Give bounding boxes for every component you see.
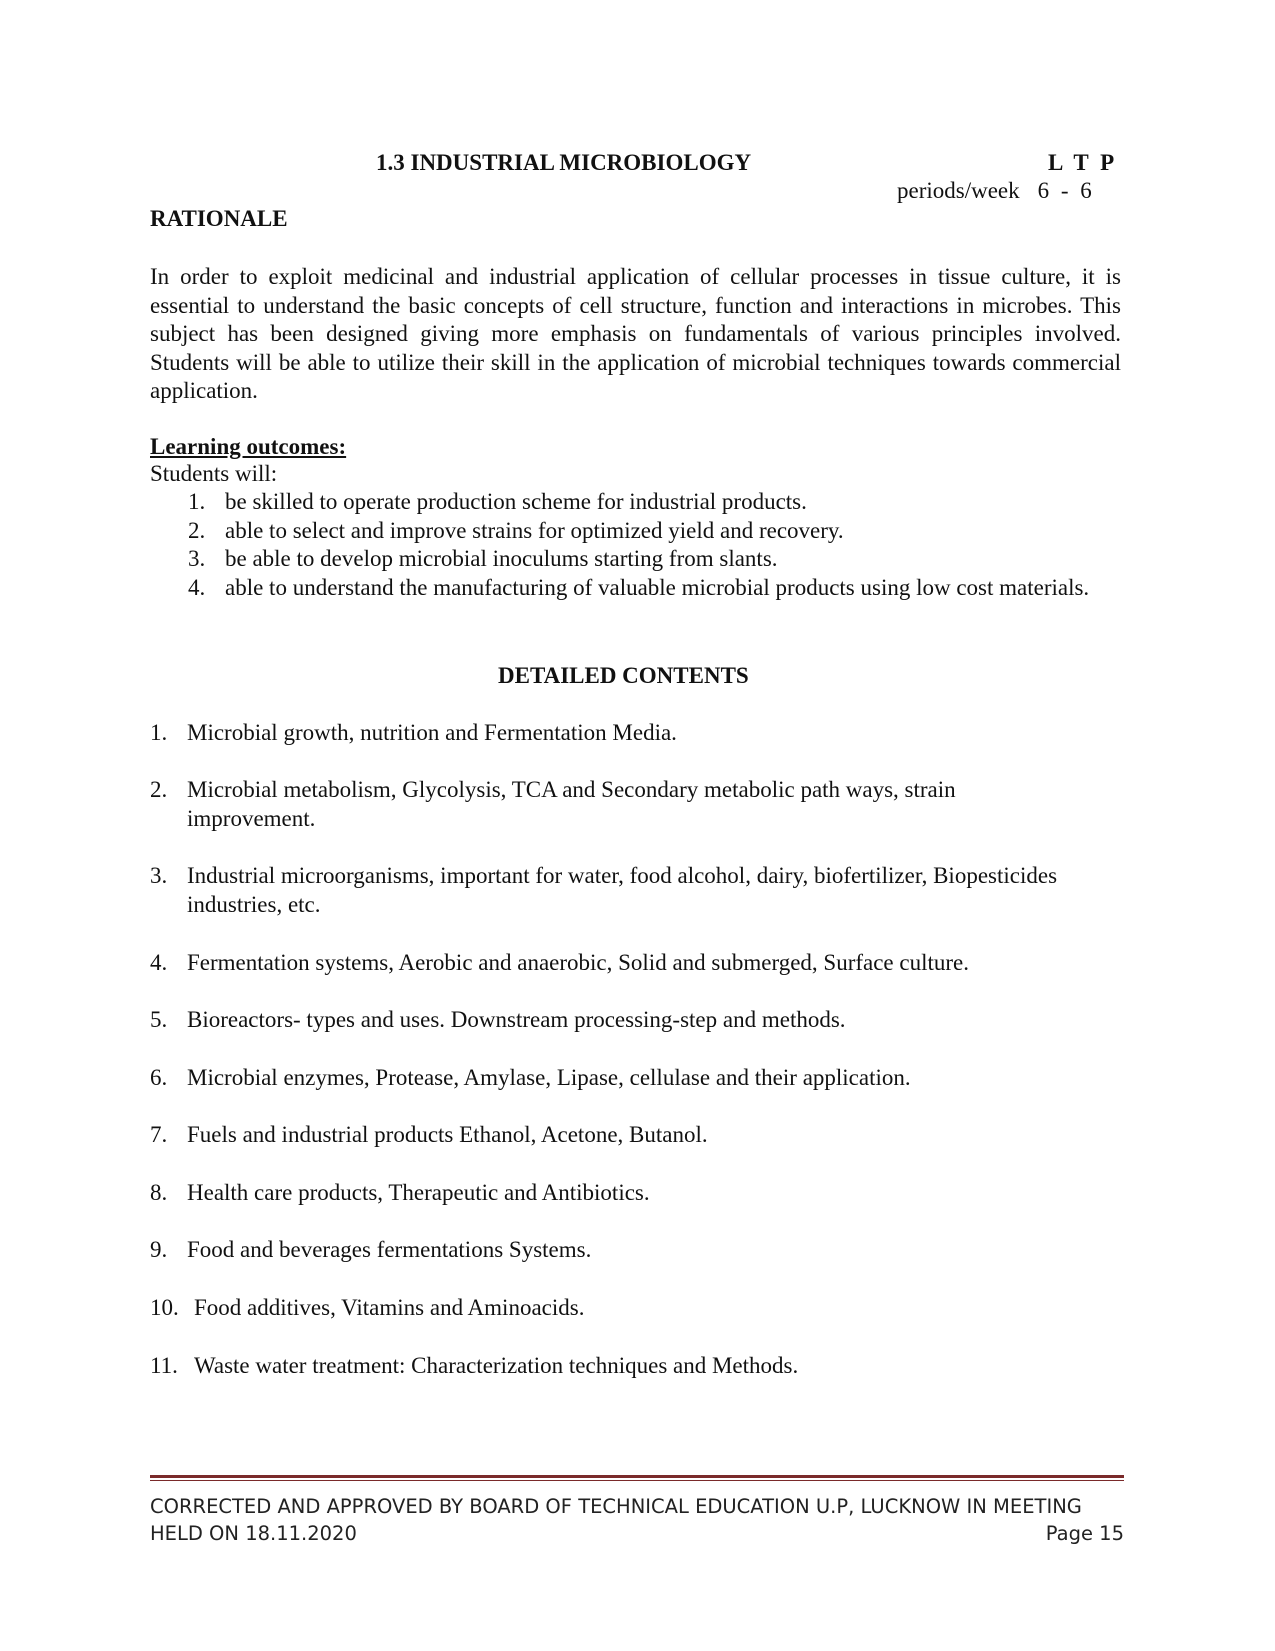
content-item-number: 9.: [150, 1237, 168, 1262]
content-item-number: 5.: [150, 1007, 168, 1032]
content-item: [150, 1352, 1080, 1381]
list-item-number: 2.: [188, 517, 206, 543]
content-item: [150, 949, 1080, 978]
content-item-text: Microbial growth, nutrition and Fermentation Media.: [187, 720, 677, 745]
list-item-text: be able to develop microbial inoculums starting from slants.: [225, 546, 778, 571]
content-item: [150, 1064, 1080, 1093]
list-item-number: 3.: [188, 546, 206, 571]
footer-divider: [150, 1475, 1124, 1478]
content-item-text: Waste water treatment: Characterization techniques and Methods.: [194, 1353, 799, 1378]
content-item: [150, 862, 1080, 919]
content-item-number: 8.: [150, 1180, 168, 1205]
page-number: Page 15: [1045, 1522, 1124, 1545]
content-item-text: Health care products, Therapeutic and Antibiotics.: [187, 1180, 650, 1205]
list-item-number: 1.: [188, 489, 206, 514]
list-item-number: 4.: [188, 574, 206, 600]
page-footer: [150, 1493, 1124, 1547]
rationale-heading: RATIONALE: [150, 206, 288, 231]
course-title: 1.3 INDUSTRIAL MICROBIOLOGY: [376, 150, 752, 175]
footer-divider-thin: [150, 1480, 1124, 1481]
content-item-number: 6.: [150, 1065, 168, 1090]
detailed-contents-heading: DETAILED CONTENTS: [498, 663, 749, 688]
content-item: [150, 776, 1080, 833]
content-item: [150, 1236, 1080, 1265]
content-item-number: 11.: [150, 1353, 178, 1378]
learning-outcomes-intro: Students will:: [150, 461, 278, 486]
content-item-text: Food and beverages fermentations Systems.: [187, 1237, 592, 1262]
content-item: [150, 1121, 1080, 1150]
list-item: [188, 517, 1121, 546]
content-item-text: Bioreactors- types and uses. Downstream processing-step and methods.: [187, 1007, 846, 1032]
periods-values: 6 - 6: [1037, 178, 1092, 203]
content-item-text: Microbial metabolism, Glycolysis, TCA and Secondary metabolic path ways, strain improvement.: [187, 777, 956, 831]
content-item-number: 2.: [150, 777, 168, 802]
content-item-text: Food additives, Vitamins and Aminoacids.: [194, 1295, 585, 1320]
list-item: [188, 545, 1121, 574]
content-item-number: 10.: [150, 1295, 179, 1320]
learning-outcomes-heading: Learning outcomes:: [150, 434, 347, 459]
list-item-text: able to understand the manufacturing of valuable microbial products using low cost materials.: [225, 574, 1090, 600]
periods-label: periods/week: [897, 178, 1020, 203]
list-item: [188, 488, 1121, 517]
periods-per-week: [897, 178, 1092, 204]
ltp-label: L T P: [1048, 150, 1115, 175]
rationale-text: In order to exploit medicinal and industrial application of cellular processes in tissue culture, it is essential to understand the basic concepts of cell structure, function and interactions in microbes. This subject has been designed giving more emphasis on fundamentals of various principles involved. Students will be able to utilize their skill in the application of microbial techniques towards commercial application.: [150, 264, 1121, 403]
content-item: [150, 1294, 1080, 1323]
content-item: [150, 1006, 1080, 1035]
content-item-number: 7.: [150, 1122, 168, 1147]
content-item-number: 4.: [150, 950, 168, 975]
content-item-text: Fuels and industrial products Ethanol, Acetone, Butanol.: [187, 1122, 708, 1147]
content-item: [150, 1179, 1080, 1208]
content-item-number: 1.: [150, 720, 168, 745]
list-item-text: be skilled to operate production scheme for industrial products.: [225, 489, 807, 514]
content-item-text: Fermentation systems, Aerobic and anaerobic, Solid and submerged, Surface culture.: [187, 950, 969, 975]
learning-outcomes-list: [188, 488, 1121, 602]
list-item: [188, 574, 1121, 603]
content-item-text: Industrial microorganisms, important for water, food alcohol, dairy, biofertilizer, Biopesticides industries, etc.: [187, 863, 1058, 917]
list-item-text: able to select and improve strains for optimized yield and recovery.: [225, 517, 844, 543]
content-item-text: Microbial enzymes, Protease, Amylase, Lipase, cellulase and their application.: [187, 1065, 911, 1090]
footer-approval-line: CORRECTED AND APPROVED BY BOARD OF TECHNICAL EDUCATION U.P, LUCKNOW IN MEETING: [150, 1495, 1082, 1518]
content-item-number: 3.: [150, 863, 168, 888]
footer-meeting-date: HELD ON 18.11.2020: [150, 1522, 357, 1545]
content-item: [150, 719, 1080, 748]
